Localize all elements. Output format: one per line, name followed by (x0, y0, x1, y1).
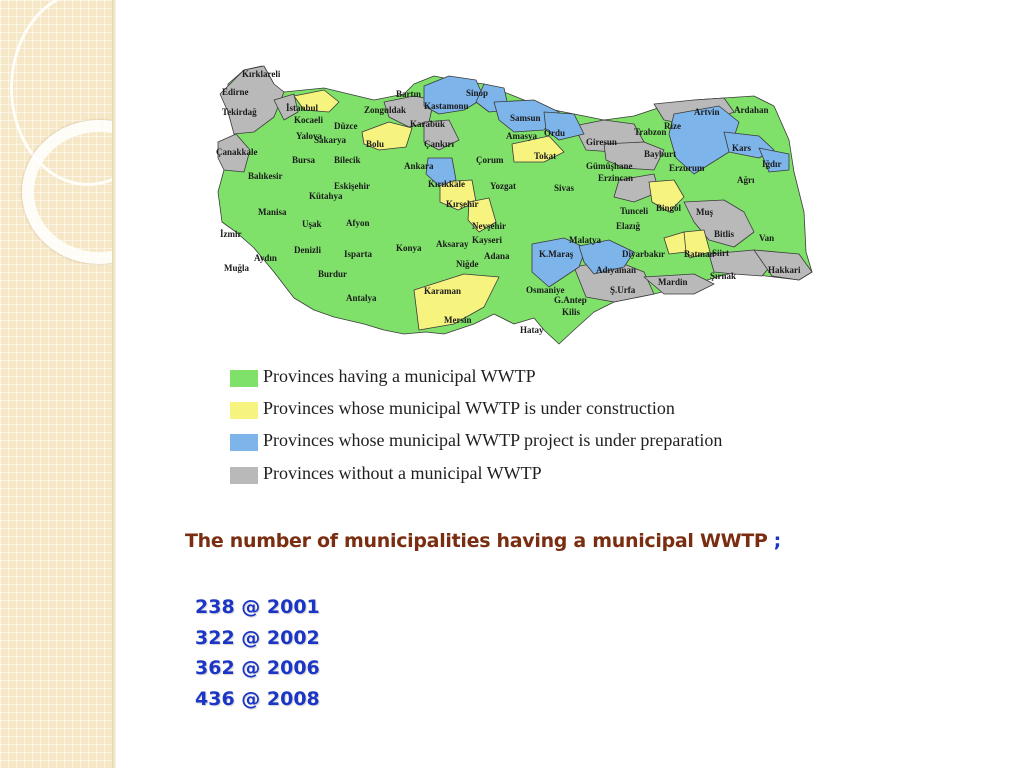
decorative-sidebar (0, 0, 112, 768)
province-label: Malatya (569, 235, 601, 245)
legend-item-under-preparation (230, 430, 830, 460)
province-label: Trabzon (634, 127, 667, 137)
headline-punct: ; (773, 530, 781, 552)
province-label: Ankara (404, 161, 434, 171)
province-label: Bitlis (714, 229, 735, 239)
province-label: Erzincan (598, 173, 633, 183)
province-label: Uşak (302, 219, 322, 229)
province-label: Afyon (346, 218, 370, 228)
stat-line: 436 @ 2008 (195, 687, 320, 710)
province-label: Rize (664, 121, 681, 131)
province-label: Adana (484, 251, 510, 261)
legend-label: Provinces whose municipal WWTP project is under preparation (263, 430, 723, 450)
turkey-wwtp-map (214, 62, 814, 352)
legend-swatch-blue (230, 434, 258, 451)
province-label: Konya (396, 243, 422, 253)
legend-item-under-construction (230, 398, 830, 428)
legend-swatch-green (230, 370, 258, 387)
province-label: Düzce (334, 121, 358, 131)
province-label: Adıyaman (596, 265, 637, 275)
province-label: Tokat (534, 151, 557, 161)
province-label: Niğde (456, 259, 479, 269)
province-label: G.Antep (554, 295, 587, 305)
province-label: Amasya (506, 131, 537, 141)
province-label: Kilis (562, 307, 581, 317)
province-label: Osmaniye (526, 285, 565, 295)
province-label: Balıkesir (248, 171, 283, 181)
province-label: Yozgat (490, 181, 516, 191)
stats-list (195, 592, 320, 714)
province-label: Nevşehir (472, 221, 506, 231)
province-label: Çorum (476, 155, 504, 165)
province-label: Denizli (294, 245, 321, 255)
province-label: İzmir (220, 229, 242, 239)
province-label: K.Maraş (539, 249, 574, 259)
province-label: Batman (684, 249, 715, 259)
province-label: Burdur (318, 269, 348, 279)
province-label: Manisa (258, 207, 287, 217)
province-label: Kırıkkale (428, 179, 466, 189)
legend-swatch-yellow (230, 402, 258, 419)
province-label: Kırşehir (446, 199, 479, 209)
province-label: Iğdır (762, 159, 782, 169)
province-label: Bartın (396, 89, 422, 99)
province-label: Zonguldak (364, 105, 407, 115)
province-label: Ağrı (737, 175, 755, 185)
headline-text: The number of municipalities having a municipal WWTP (185, 530, 768, 552)
province-label: Şırnak (710, 271, 737, 281)
province-label: Ş.Urfa (610, 285, 636, 295)
province-label: Antalya (346, 293, 377, 303)
province-label: Kocaeli (294, 115, 323, 125)
province-label: Kastamonu (424, 101, 469, 111)
province-label: Bilecik (334, 155, 361, 165)
province-label: Bayburt (644, 149, 677, 159)
province-label: Kütahya (309, 191, 343, 201)
province-label: Bursa (292, 155, 316, 165)
province-label: Siirt (712, 248, 729, 258)
province-label: Ardahan (734, 105, 769, 115)
province-label: Eskişehir (334, 181, 371, 191)
legend-item-has-wwtp (230, 366, 830, 396)
stat-line: 322 @ 2002 (195, 626, 320, 649)
province-label: Bolu (366, 139, 385, 149)
province-label: Sinop (466, 88, 489, 98)
legend-label: Provinces having a municipal WWTP (263, 366, 536, 386)
province-label: Elazığ (616, 221, 640, 231)
province-label: Tekirdağ (222, 107, 257, 117)
province-label: Hatay (520, 325, 544, 335)
province-label: Aydın (254, 253, 277, 263)
sidebar-divider (112, 0, 116, 768)
province-label: Muğla (224, 263, 250, 273)
province-label: Artvin (694, 107, 720, 117)
province-label: Bingöl (656, 203, 682, 213)
province-label: İstanbul (286, 103, 319, 113)
stat-line: 238 @ 2001 (195, 596, 320, 618)
province-label: Yalova (296, 131, 323, 141)
province-label: Mardin (658, 277, 688, 287)
province-label: Aksaray (436, 239, 469, 249)
province-label: Diyarbakır (622, 249, 666, 259)
province-label: Van (759, 233, 775, 243)
province-label: Edirne (222, 87, 249, 97)
legend-label: Provinces without a municipal WWTP (263, 463, 542, 483)
legend-label: Provinces whose municipal WWTP is under construction (263, 398, 675, 418)
turkey-map-svg (214, 62, 814, 352)
province-label: Mersin (444, 315, 472, 325)
legend-swatch-grey (230, 467, 258, 484)
province-label: Kayseri (472, 235, 502, 245)
province-label: Samsun (510, 113, 541, 123)
province-label: Hakkari (768, 265, 801, 275)
province-label: Ordu (544, 128, 566, 138)
province-label: Gümüşhane (586, 161, 633, 171)
province-label: Kırklareli (242, 69, 281, 79)
province-label: Giresun (586, 137, 617, 147)
province-label: Muş (696, 207, 714, 217)
province-label: Karabük (410, 119, 446, 129)
province-label: Sakarya (314, 135, 347, 145)
province-label: Sivas (554, 183, 575, 193)
province-label: Kars (732, 143, 751, 153)
stat-line: 362 @ 2006 (195, 657, 320, 679)
province-label: Tunceli (620, 206, 649, 216)
province-label: Çankırı (424, 139, 455, 149)
province-label: Erzurum (669, 163, 705, 173)
province-label: Isparta (344, 249, 373, 259)
province-label: Karaman (424, 286, 461, 296)
province-label: Çanakkale (216, 147, 258, 157)
headline (185, 530, 781, 552)
legend-item-without-wwtp (230, 463, 830, 493)
